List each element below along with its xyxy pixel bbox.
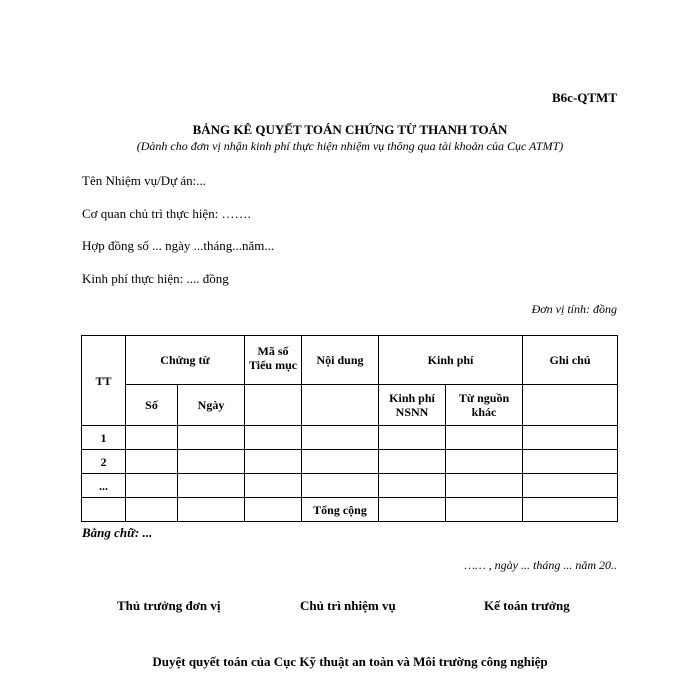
- header-date: Ngày: [178, 385, 245, 426]
- table-header-row: [82, 336, 618, 385]
- row-index: 1: [82, 426, 126, 450]
- form-code: B6c-QTMT: [552, 90, 617, 105]
- cell: [523, 498, 618, 522]
- signature-accountant: Kế toán trưởng: [484, 598, 570, 613]
- document-title: BẢNG KÊ QUYẾT TOÁN CHỨNG TỪ THANH TOÁN: [192, 122, 508, 137]
- cell: [178, 498, 245, 522]
- header-voucher: Chứng từ: [126, 336, 245, 385]
- header-code: Mã số Tiểu mục: [245, 336, 302, 385]
- header-tt: TT: [82, 336, 126, 426]
- field-contract: Hợp đồng số ... ngày ...tháng...năm...: [82, 238, 275, 253]
- cell: [446, 498, 523, 522]
- cell: [245, 498, 302, 522]
- cell: [379, 450, 446, 474]
- cell: [302, 474, 379, 498]
- cell: [379, 498, 446, 522]
- cell: [245, 385, 302, 426]
- cell: [446, 474, 523, 498]
- cell: [82, 498, 126, 522]
- cell: [126, 426, 178, 450]
- header-note: Ghi chú: [523, 336, 618, 385]
- total-label: Tổng cộng: [302, 498, 379, 522]
- field-host-agency: Cơ quan chủ trì thực hiện: …….: [82, 206, 251, 221]
- cell: [245, 474, 302, 498]
- header-other-sources: Từ nguồn khác: [446, 385, 523, 426]
- table-row: [82, 474, 618, 498]
- cell: [178, 450, 245, 474]
- cell: [245, 450, 302, 474]
- row-index: 2: [82, 450, 126, 474]
- header-number: Số: [126, 385, 178, 426]
- table-subheader-row: [82, 385, 618, 426]
- table-total-row: [82, 498, 618, 522]
- cell: [446, 450, 523, 474]
- cell: [126, 450, 178, 474]
- cell: [126, 474, 178, 498]
- field-funding: Kinh phí thực hiện: .... đồng: [82, 271, 229, 286]
- cell: [523, 426, 618, 450]
- header-content: Nội dung: [302, 336, 379, 385]
- cell: [379, 474, 446, 498]
- cell: [302, 426, 379, 450]
- settlement-table: [81, 335, 618, 522]
- header-funding: Kinh phí: [379, 336, 523, 385]
- cell: [302, 450, 379, 474]
- date-line: …… , ngày ... tháng ... năm 20..: [464, 558, 617, 572]
- signature-head: Thủ trưởng đơn vị: [117, 598, 221, 613]
- field-task-name: Tên Nhiệm vụ/Dự án:...: [82, 173, 207, 188]
- table-row: [82, 426, 618, 450]
- cell: [178, 426, 245, 450]
- cell: [245, 426, 302, 450]
- document-subtitle: (Dành cho đơn vị nhận kinh phí thực hiện nhiệm vụ thông qua tài khoản của Cục ATMT): [136, 139, 564, 153]
- cell: [302, 385, 379, 426]
- amount-in-words: Bằng chữ: ...: [82, 525, 153, 540]
- cell: [523, 385, 618, 426]
- cell: [446, 426, 523, 450]
- signature-task-lead: Chủ trì nhiệm vụ: [300, 598, 396, 613]
- cell: [379, 426, 446, 450]
- approval-line: Duyệt quyết toán của Cục Kỹ thuật an toàn và Môi trường công nghiệp: [152, 654, 548, 669]
- cell: [523, 450, 618, 474]
- table-row: [82, 450, 618, 474]
- cell: [523, 474, 618, 498]
- row-index: ...: [82, 474, 126, 498]
- cell: [126, 498, 178, 522]
- unit-note: Đơn vị tính: đồng: [531, 302, 617, 316]
- header-state-budget: Kinh phí NSNN: [379, 385, 446, 426]
- cell: [178, 474, 245, 498]
